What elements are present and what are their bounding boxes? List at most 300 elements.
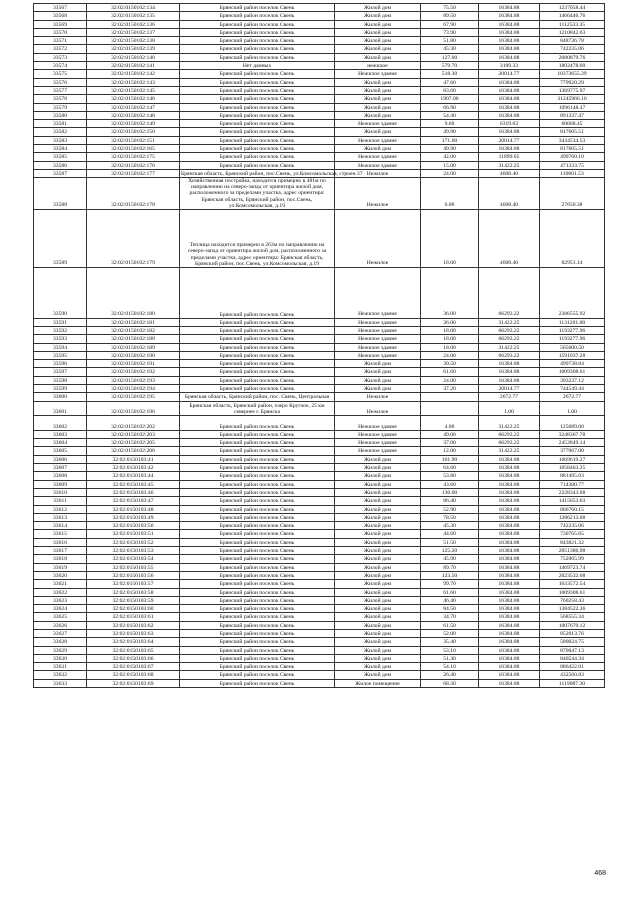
address-cell: Брянский район поселок Свень <box>180 53 335 61</box>
cadastral-number-cell: 32:02:0150102:148 <box>87 111 180 119</box>
object-type-cell: Нежилое <box>335 393 421 401</box>
specific-value-cell: 16384.88 <box>479 654 540 662</box>
specific-value-cell: 16384.88 <box>479 480 540 488</box>
row-number-cell: 33577 <box>34 86 87 94</box>
table-row <box>34 663 605 671</box>
table-row <box>34 605 605 613</box>
row-number-cell: 33594 <box>34 343 87 351</box>
table-row <box>34 513 605 521</box>
area-cell: 18.00 <box>421 335 479 343</box>
cadastral-number-cell: 32:02:0150103:64 <box>87 638 180 646</box>
table-row <box>34 679 605 687</box>
cadastral-value-cell: 1415653.63 <box>540 497 605 505</box>
row-number-cell: 33629 <box>34 646 87 654</box>
address-cell: Брянский район поселок Свень <box>180 327 335 335</box>
address-cell: Брянский район поселок Свень <box>180 343 335 351</box>
table-row <box>34 480 605 488</box>
area-cell: 45.30 <box>421 522 479 530</box>
table-row <box>34 488 605 496</box>
table-row <box>34 671 605 679</box>
address-cell: Брянский район поселок Свень <box>180 78 335 86</box>
row-number-cell: 33591 <box>34 318 87 326</box>
area-cell: 54.40 <box>421 111 479 119</box>
table-row <box>34 53 605 61</box>
address-cell: Брянская область, Брянский район, озеро Круглое, 25 км севернее г. Брянска <box>180 401 335 416</box>
area-cell: 9.60 <box>421 120 479 128</box>
cadastral-number-cell: 32:02:0150103:65 <box>87 646 180 654</box>
cadastral-number-cell: 32:02:0150102:177 <box>87 169 180 177</box>
cadastral-value-cell: 891337.47 <box>540 111 605 119</box>
table-row <box>34 447 605 455</box>
cadastral-value-cell: 1119087.30 <box>540 679 605 687</box>
area-cell: 54.10 <box>421 663 479 671</box>
specific-value-cell: 66293.22 <box>479 351 540 359</box>
area-cell: 6.00 <box>421 178 479 209</box>
specific-value-cell: 20014.77 <box>479 136 540 144</box>
table-row <box>34 62 605 70</box>
cadastral-value-cell: 27650.38 <box>540 178 605 209</box>
address-cell: Брянский район поселок Свень <box>180 86 335 94</box>
address-cell: Брянская область, Брянский район, пос.Свень, ул.Комсомольская, строен.37 <box>181 170 363 177</box>
object-type-cell: Жилой дом <box>335 4 421 12</box>
table-row <box>34 401 605 416</box>
row-number-cell: 33609 <box>34 480 87 488</box>
cadastral-value-cell: 1009308.61 <box>540 368 605 376</box>
table-row <box>34 45 605 53</box>
cadastral-number-cell: 32:02:0150102:206 <box>87 447 180 455</box>
address-cell: Брянский район поселок Свень <box>180 136 335 144</box>
specific-value-cell: 31422.25 <box>479 416 540 431</box>
cadastral-number-cell: 32:02:0150103:63 <box>87 629 180 637</box>
address-cell: Брянский район поселок Свень <box>180 447 335 455</box>
cadastral-number-cell: 32:02:0150102:194 <box>87 385 180 393</box>
row-number-cell: 33574 <box>34 62 87 70</box>
cadastral-number-cell: 32:02:0150103:52 <box>87 538 180 546</box>
specific-value-cell: 16384.88 <box>479 646 540 654</box>
object-type-cell: Жилой дом <box>335 53 421 61</box>
object-type-cell: Жилой дом <box>335 621 421 629</box>
specific-value-cell: 16384.88 <box>479 111 540 119</box>
cadastral-value-cell: 10373655.29 <box>540 70 605 78</box>
area-cell: 579.70 <box>421 62 479 70</box>
table-row <box>34 95 605 103</box>
object-type-cell: Жилой дом <box>335 605 421 613</box>
row-number-cell: 33592 <box>34 327 87 335</box>
address-cell: Брянский район поселок Свень <box>180 37 335 45</box>
area-cell: 51.80 <box>421 37 479 45</box>
area-cell: 101.90 <box>421 455 479 463</box>
cadastral-number-cell: 32:02:0150102:191 <box>87 360 180 368</box>
area-cell <box>421 401 479 416</box>
specific-value-cell: 16384.88 <box>479 37 540 45</box>
address-cell: Брянский район поселок Свень <box>180 335 335 343</box>
row-number-cell: 33612 <box>34 505 87 513</box>
table-row <box>34 145 605 153</box>
table-row <box>34 505 605 513</box>
object-type-cell: Нежилое здание <box>335 335 421 343</box>
object-type-cell: Нежилое здание <box>335 267 421 318</box>
cadastral-number-cell: 32:02:0150102:193 <box>87 376 180 384</box>
specific-value-cell: 16384.88 <box>479 596 540 604</box>
area-cell: 30.50 <box>421 360 479 368</box>
row-number-cell: 33611 <box>34 497 87 505</box>
specific-value-cell: 16384.88 <box>479 472 540 480</box>
object-type-cell: Жилой дом <box>335 103 421 111</box>
table-row <box>34 70 605 78</box>
cadastral-number-cell: 32:02:0150102:188 <box>87 335 180 343</box>
area-cell: 18.00 <box>421 209 479 267</box>
row-number-cell: 33590 <box>34 267 87 318</box>
specific-value-cell: 66293.22 <box>479 267 540 318</box>
row-number-cell: 33568 <box>34 12 87 20</box>
area-cell: 49.90 <box>421 145 479 153</box>
object-type-cell: Жилой дом <box>335 638 421 646</box>
object-type-cell: Нежилое здание <box>335 351 421 359</box>
address-cell: Теплица находится примерно в 263м по направлению на северо-запад от ориентира жилой дом, расположенного за пределами участка, адрес ориентира: Брянская область, Брянский район, пос.Свень, ул.Комсомольская, д.19 <box>180 209 335 267</box>
address-cell: Брянский район поселок Свень <box>180 145 335 153</box>
table-row <box>34 563 605 571</box>
cadastral-value-cell: 2080879.76 <box>540 53 605 61</box>
cadastral-value-cell: 1096148.47 <box>540 103 605 111</box>
cadastral-value-cell: 881495.03 <box>540 472 605 480</box>
specific-value-cell: 16384.88 <box>479 45 540 53</box>
area-cell: 64.60 <box>421 464 479 472</box>
object-type-cell: Жилой дом <box>335 488 421 496</box>
object-type-cell: Жилой дом <box>335 45 421 53</box>
specific-value-cell: 16384.88 <box>479 505 540 513</box>
cadastral-value-cell: 817605.51 <box>540 128 605 136</box>
address-cell: Брянский район поселок Свень <box>180 4 335 12</box>
table-row <box>34 580 605 588</box>
table-row <box>34 12 605 20</box>
table-row <box>34 629 605 637</box>
object-type-cell: Жилой дом <box>335 12 421 20</box>
cadastral-value-cell: 1009308.61 <box>540 588 605 596</box>
cadastral-value-cell: 1007670.12 <box>540 621 605 629</box>
cadastral-number-cell: 32:02:0150102:146 <box>87 95 180 103</box>
cadastral-value-cell: 499760.10 <box>540 153 605 161</box>
object-type-cell: Нежилое <box>335 169 421 177</box>
cadastral-value-cell: 886422.01 <box>540 663 605 671</box>
table-row <box>34 20 605 28</box>
cadastral-value-cell: 471333.75 <box>540 161 605 169</box>
cadastral-number-cell: 32:02:0150102:195 <box>87 393 180 401</box>
area-cell: 42.00 <box>421 153 479 161</box>
address-cell: Хозяйственная постройка, находится примерно в 481м по направлению на северо-запад от ориентира жилой дом, расположенного за пределами участка, адрес ориентира: Брянская область, Брянский район, пос.Свень, ул.Комсомольская, д.19 <box>180 178 335 209</box>
cadastral-value-cell: 1193277.96 <box>540 327 605 335</box>
address-cell: Брянский район поселок Свень <box>180 480 335 488</box>
address-cell: Брянский район поселок Свень <box>180 439 335 447</box>
table-row <box>34 128 605 136</box>
area-cell: 43.60 <box>421 480 479 488</box>
address-cell: Брянский район поселок Свень <box>180 580 335 588</box>
specific-value-cell: 16384.88 <box>479 376 540 384</box>
cadastral-number-cell: 32:02:0150103:41 <box>87 455 180 463</box>
cadastral-number-cell: 32:02:0150102:192 <box>87 368 180 376</box>
area-cell: 67.90 <box>421 20 479 28</box>
cadastral-number-cell: 32:02:0150102:147 <box>87 103 180 111</box>
cadastral-number-cell: 32:02:0150102:139 <box>87 45 180 53</box>
object-type-cell: Жилой дом <box>335 86 421 94</box>
cadastral-value-cell: 1.00 <box>540 401 605 416</box>
table-row <box>34 120 605 128</box>
cadastral-value-cell: 840544.34 <box>540 654 605 662</box>
object-type-cell: Жилой дом <box>335 95 421 103</box>
row-number-cell: 33600 <box>34 393 87 401</box>
table-row <box>34 111 605 119</box>
cadastral-value-cell: 1237058.44 <box>540 4 605 12</box>
object-type-cell: Жилой дом <box>335 596 421 604</box>
specific-value-cell: 16384.88 <box>479 605 540 613</box>
row-number-cell: 33628 <box>34 638 87 646</box>
specific-value-cell: 31422.25 <box>479 447 540 455</box>
row-number-cell: 33621 <box>34 580 87 588</box>
cadastral-value-cell: 744549.44 <box>540 385 605 393</box>
cadastral-value-cell: 730765.65 <box>540 530 605 538</box>
specific-value-cell: 16384.88 <box>479 28 540 36</box>
specific-value-cell: 16384.88 <box>479 128 540 136</box>
area-cell: 36.00 <box>421 267 479 318</box>
address-cell: Брянский район поселок Свень <box>180 153 335 161</box>
area-cell: 12.00 <box>421 447 479 455</box>
specific-value-cell: 16384.88 <box>479 663 540 671</box>
cadastral-number-cell: 32:02:0150103:45 <box>87 480 180 488</box>
table-row <box>34 654 605 662</box>
cadastral-number-cell: 32:02:0150102:178 <box>87 178 180 209</box>
table-row <box>34 472 605 480</box>
table-row <box>34 178 605 209</box>
cadastral-number-cell: 32:02:0150102:176 <box>87 161 180 169</box>
cadastral-value-cell: 714380.77 <box>540 480 605 488</box>
address-cell: Брянский район поселок Свень <box>180 638 335 646</box>
row-number-cell: 33627 <box>34 629 87 637</box>
area-cell: 51.30 <box>421 654 479 662</box>
address-cell: Брянский район поселок Свень <box>180 430 335 438</box>
specific-value-cell: 11899.05 <box>479 153 540 161</box>
cadastral-number-cell: 32:02:0150103:60 <box>87 605 180 613</box>
area-cell: 45.90 <box>421 555 479 563</box>
table-row <box>34 646 605 654</box>
address-cell: Брянский район поселок Свень <box>180 95 335 103</box>
cadastral-number-cell: 32:02:0150102:179 <box>87 209 180 267</box>
specific-value-cell: 2672.77 <box>479 393 540 401</box>
cadastral-number-cell: 32:02:0150103:59 <box>87 596 180 604</box>
address-cell: Брянский район поселок Свень <box>180 522 335 530</box>
address-cell: Брянский район поселок Свень <box>180 455 335 463</box>
object-type-cell: Жилой дом <box>335 28 421 36</box>
row-number-cell: 33632 <box>34 671 87 679</box>
page-number: 468 <box>594 870 606 877</box>
area-cell: 86.40 <box>421 497 479 505</box>
object-type-cell: Жилой дом <box>335 497 421 505</box>
cadastral-number-cell: 32:02:0150102:196 <box>87 401 180 416</box>
specific-value-cell: 4608.40 <box>479 169 540 177</box>
address-cell: Брянский район поселок Свень <box>180 376 335 384</box>
specific-value-cell: 16384.88 <box>479 671 540 679</box>
cadastral-value-cell: 432560.83 <box>540 671 605 679</box>
cadastral-value-cell: 843821.32 <box>540 538 605 546</box>
area-cell: 24.00 <box>421 351 479 359</box>
cadastral-value-cell: 852013.76 <box>540 629 605 637</box>
address-cell: Брянский район поселок Свень <box>180 505 335 513</box>
cadastral-value-cell: 3248367.78 <box>540 430 605 438</box>
cadastral-value-cell: 1466446.76 <box>540 12 605 20</box>
address-cell: Брянский район поселок Свень <box>180 629 335 637</box>
cadastral-value-cell: 742235.06 <box>540 45 605 53</box>
address-cell: Брянский район поселок Свень <box>180 547 335 555</box>
area-cell: 51.50 <box>421 538 479 546</box>
row-number-cell: 33604 <box>34 439 87 447</box>
area-cell: 78.50 <box>421 513 479 521</box>
area-cell: 75.50 <box>421 4 479 12</box>
table-row <box>34 209 605 267</box>
address-cell: Брянский район поселок Свень <box>180 161 335 169</box>
address-cell: Брянский район поселок Свень <box>180 318 335 326</box>
specific-value-cell: 16384.88 <box>479 12 540 20</box>
table-row <box>34 555 605 563</box>
specific-value-cell: 16384.88 <box>479 621 540 629</box>
cadastral-value-cell: 565600.50 <box>540 343 605 351</box>
table-row <box>34 385 605 393</box>
area-cell: 68.30 <box>421 679 479 687</box>
specific-value-cell: 16384.88 <box>479 588 540 596</box>
cadastral-number-cell: 32:02:0150102:141 <box>87 62 180 70</box>
specific-value-cell: 16384.88 <box>479 522 540 530</box>
area-cell: 125.20 <box>421 547 479 555</box>
address-cell: Брянский район поселок Свень <box>180 351 335 359</box>
object-type-cell: Нежилое здание <box>335 343 421 351</box>
area-cell: 35.40 <box>421 638 479 646</box>
area-cell: 24.00 <box>421 169 479 177</box>
specific-value-cell: 16384.88 <box>479 613 540 621</box>
table-row <box>34 638 605 646</box>
cadastral-number-cell: 32:02:0150102:138 <box>87 37 180 45</box>
cadastral-value-cell: 499738.84 <box>540 360 605 368</box>
specific-value-cell: 31422.25 <box>479 161 540 169</box>
object-type-cell: Жилой дом <box>335 571 421 579</box>
row-number-cell: 33573 <box>34 53 87 61</box>
area-cell: 89.50 <box>421 12 479 20</box>
specific-value-cell: 16384.88 <box>479 497 540 505</box>
specific-value-cell: 1.00 <box>479 401 540 416</box>
table-row <box>34 571 605 579</box>
table-row <box>34 416 605 431</box>
address-cell: Брянский район поселок Свень <box>180 360 335 368</box>
object-type-cell: Жилой дом <box>335 368 421 376</box>
row-number-cell: 33578 <box>34 95 87 103</box>
table-row <box>34 430 605 438</box>
cadastral-number-cell: 32:02:0150103:62 <box>87 621 180 629</box>
object-type-cell: Жилой дом <box>335 663 421 671</box>
area-cell: 15.00 <box>421 161 479 169</box>
row-number-cell: 33608 <box>34 472 87 480</box>
object-type-cell: Жилой дом <box>335 588 421 596</box>
cadastral-number-cell: 32:02:0150102:202 <box>87 416 180 431</box>
area-cell: 518.30 <box>421 70 479 78</box>
row-number-cell: 33630 <box>34 654 87 662</box>
row-number-cell: 33625 <box>34 613 87 621</box>
row-number-cell: 33579 <box>34 103 87 111</box>
specific-value-cell: 16384.88 <box>479 86 540 94</box>
address-cell: Брянский район поселок Свень <box>180 679 335 687</box>
row-number-cell: 33615 <box>34 530 87 538</box>
row-number-cell: 33588 <box>34 178 87 209</box>
cadastral-value-cell: 870047.13 <box>540 646 605 654</box>
cadastral-number-cell: 32:02:0150102:140 <box>87 53 180 61</box>
specific-value-cell: 16384.88 <box>479 547 540 555</box>
row-number-cell: 33619 <box>34 563 87 571</box>
area-cell: 1907.00 <box>421 95 479 103</box>
specific-value-cell: 20014.77 <box>479 385 540 393</box>
cadastral-number-cell: 32:02:0150102:135 <box>87 12 180 20</box>
area-cell: 171.60 <box>421 136 479 144</box>
specific-value-cell: 16384.88 <box>479 513 540 521</box>
table-row <box>34 161 605 169</box>
cadastral-value-table <box>33 3 605 688</box>
row-number-cell: 33623 <box>34 596 87 604</box>
specific-value-cell: 31422.25 <box>479 318 540 326</box>
cadastral-value-cell: 1633572.54 <box>540 580 605 588</box>
object-type-cell: Жилой дом <box>335 472 421 480</box>
area-cell: 18.00 <box>421 327 479 335</box>
cadastral-value-cell: 1210842.63 <box>540 28 605 36</box>
cadastral-value-cell: 817605.51 <box>540 145 605 153</box>
row-number-cell: 33601 <box>34 401 87 416</box>
area-cell: 4.00 <box>421 416 479 431</box>
object-type-cell: Жилой дом <box>335 111 421 119</box>
cadastral-value-cell: 1469723.74 <box>540 563 605 571</box>
area-cell: 89.70 <box>421 563 479 571</box>
table-row <box>34 376 605 384</box>
cadastral-value-cell: 742235.06 <box>540 522 605 530</box>
address-cell: Брянский район поселок Свень <box>180 513 335 521</box>
object-type-cell: Жилой дом <box>335 646 421 654</box>
address-cell: Брянский район поселок Свень <box>180 596 335 604</box>
specific-value-cell: 4608.40 <box>479 209 540 267</box>
area-cell: 37.20 <box>421 385 479 393</box>
cadastral-value-cell: 31245966.16 <box>540 95 605 103</box>
specific-value-cell: 16384.88 <box>479 78 540 86</box>
cadastral-value-cell: 3434534.53 <box>540 136 605 144</box>
cadastral-value-cell: 377067.00 <box>540 447 605 455</box>
table-row <box>34 464 605 472</box>
table-row <box>34 360 605 368</box>
cadastral-value-cell: 1131201.00 <box>540 318 605 326</box>
cadastral-value-cell: 580024.75 <box>540 638 605 646</box>
object-type-cell: Нежилое здание <box>335 318 421 326</box>
object-type-cell: Нежилое здание <box>335 70 421 78</box>
area-cell: 46.40 <box>421 596 479 604</box>
cadastral-value-cell: 1112533.35 <box>540 20 605 28</box>
row-number-cell: 33602 <box>34 416 87 431</box>
object-type-cell: Жилой дом <box>335 547 421 555</box>
cadastral-number-cell: 32:02:0150102:175 <box>87 153 180 161</box>
cadastral-value-cell: 568555.34 <box>540 613 605 621</box>
cadastral-number-cell: 32:02:0150103:47 <box>87 497 180 505</box>
cadastral-number-cell: 32:02:0150102:145 <box>87 86 180 94</box>
cadastral-number-cell: 32:02:0150102:203 <box>87 430 180 438</box>
cadastral-number-cell: 32:02:0150103:67 <box>87 663 180 671</box>
object-type-cell: Нежилое здание <box>335 136 421 144</box>
cadastral-number-cell: 32:02:0150103:68 <box>87 671 180 679</box>
cadastral-value-cell: 1669619.27 <box>540 455 605 463</box>
address-cell: Брянский район поселок Свень <box>180 120 335 128</box>
cadastral-value-cell: 752065.99 <box>540 555 605 563</box>
address-cell: Брянский район поселок Свень <box>180 20 335 28</box>
cadastral-number-cell: 32:02:0150103:66 <box>87 654 180 662</box>
specific-value-cell: 66293.22 <box>479 335 540 343</box>
cadastral-number-cell: 32:02:0150103:44 <box>87 472 180 480</box>
